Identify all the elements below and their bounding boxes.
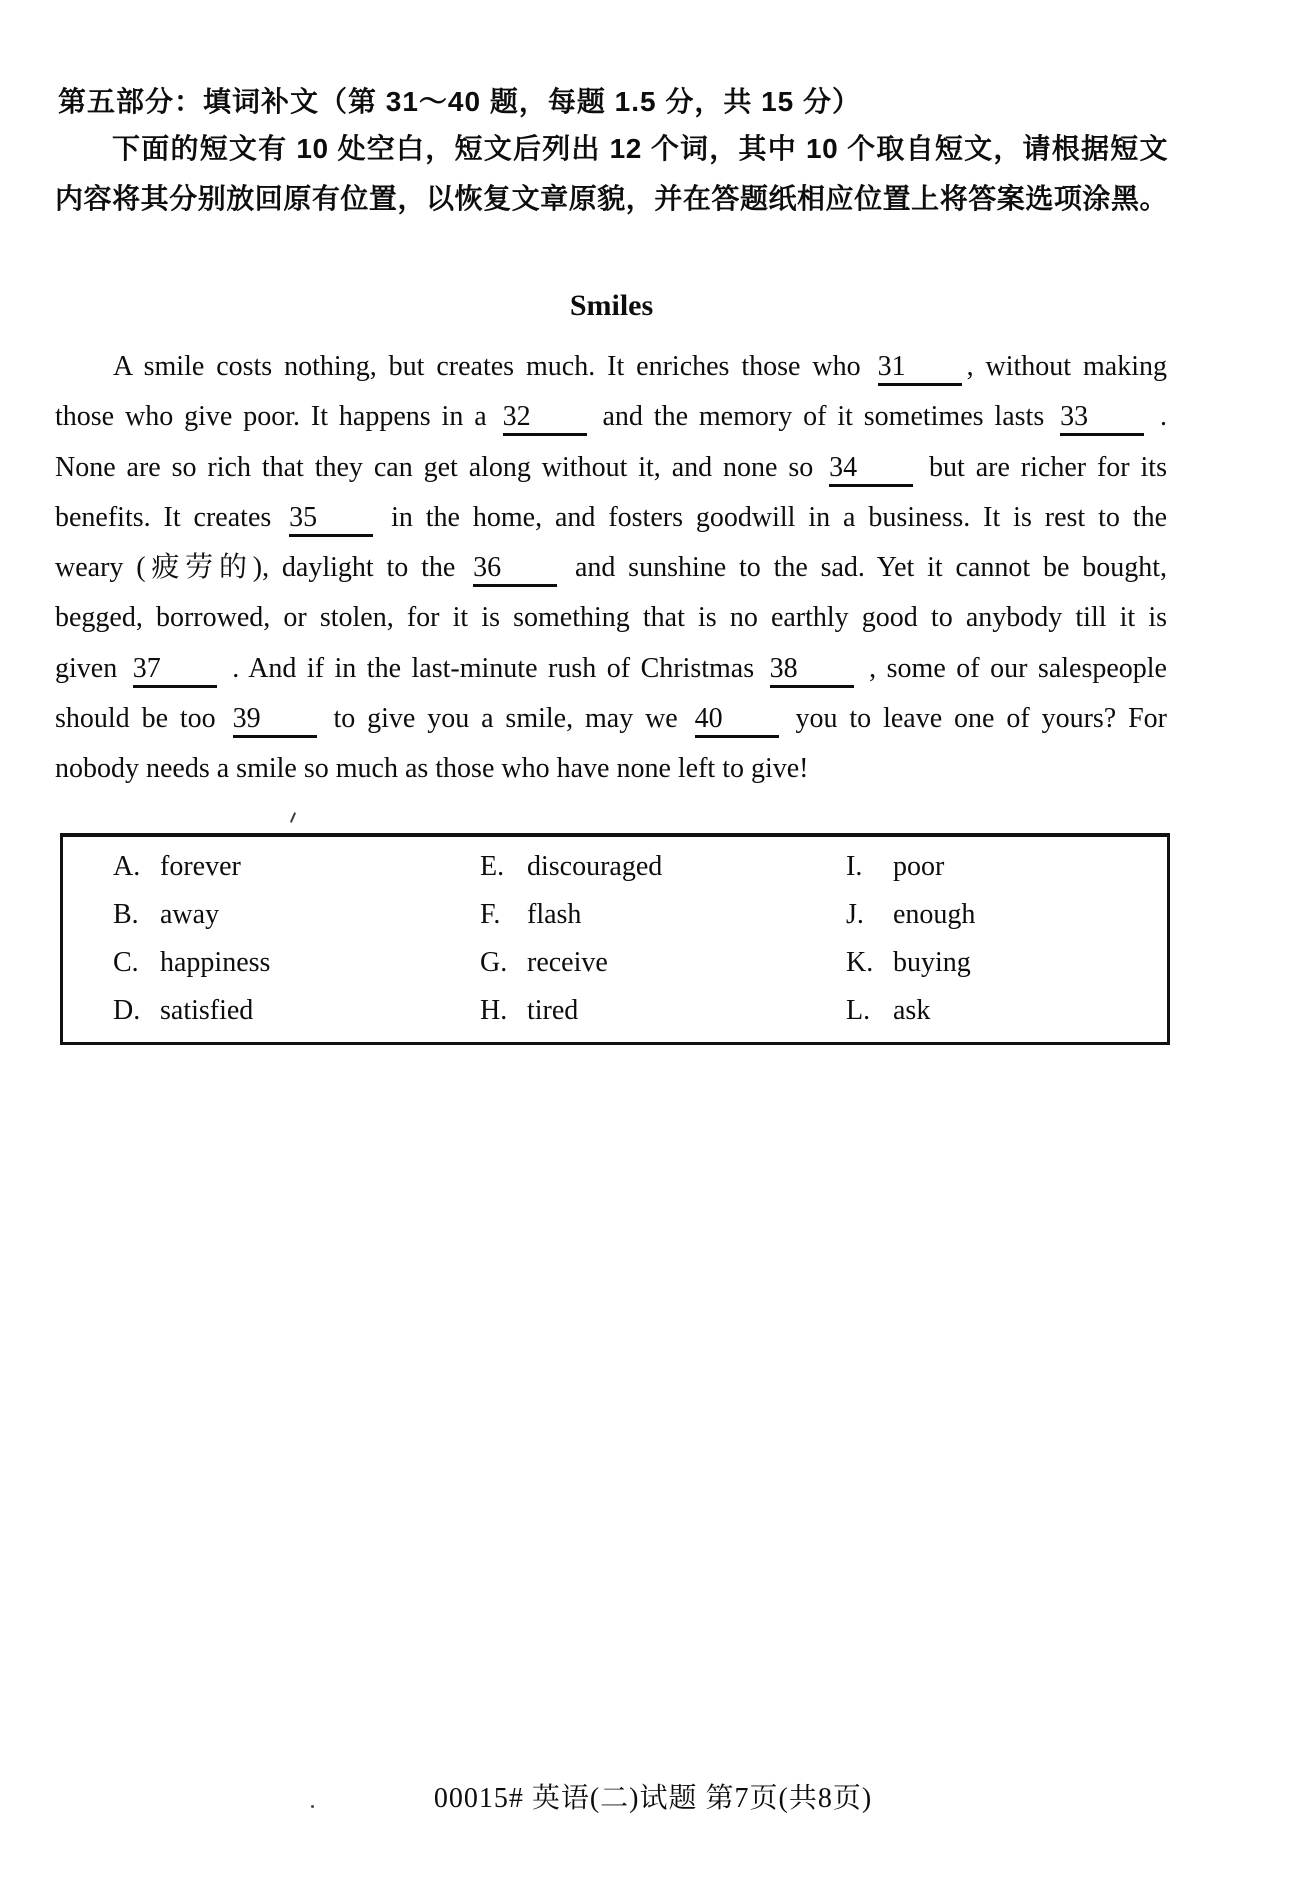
word-bank-column	[113, 843, 480, 1035]
passage-line: A smile costs nothing, but creates much. It enriches those who 31 , without making	[55, 342, 1167, 392]
passage-line: None are so rich that they can get along without it, and none so 34 but are richer for its	[55, 443, 1167, 493]
passage-title: Smiles	[569, 289, 654, 322]
option-word: buying	[893, 947, 971, 978]
blank-36: 36	[473, 552, 557, 587]
blank-37: 37	[133, 653, 217, 688]
option-word: happiness	[160, 947, 271, 978]
option-word: flash	[527, 899, 582, 930]
passage-line: should be too 39 to give you a smile, may we 40 you to leave one of yours? For	[55, 694, 1167, 744]
word-option-A	[113, 843, 480, 891]
option-word: tired	[527, 995, 579, 1026]
instruction-line: 内容将其分别放回原有位置，以恢复文章原貌，并在答题纸相应位置上将答案选项涂黑。	[55, 183, 1168, 214]
option-word: ask	[893, 995, 931, 1026]
word-bank-column	[480, 843, 846, 1035]
word-option-F	[480, 891, 846, 939]
word-option-J	[846, 891, 1167, 939]
option-letter: H.	[480, 995, 508, 1026]
word-option-D	[113, 987, 480, 1035]
passage-line: those who give poor. It happens in a 32 and the memory of it sometimes lasts 33 .	[55, 392, 1167, 442]
scan-artifact	[290, 812, 296, 823]
passage-line: given 37 . And if in the last-minute rush of Christmas 38 , some of our salespeople	[55, 644, 1167, 694]
option-word: enough	[893, 899, 976, 930]
passage	[55, 342, 1167, 795]
word-option-L	[846, 987, 1167, 1035]
word-option-K	[846, 939, 1167, 987]
option-word: poor	[893, 851, 945, 882]
option-word: receive	[527, 947, 608, 978]
option-letter: L.	[846, 995, 871, 1026]
blank-31: 31	[878, 351, 962, 386]
option-word: forever	[160, 851, 241, 882]
option-letter: B.	[113, 899, 139, 930]
passage-line: benefits. It creates 35 in the home, and fosters goodwill in a business. It is rest to the	[55, 493, 1167, 543]
blank-40: 40	[695, 703, 779, 738]
option-letter: K.	[846, 947, 874, 978]
option-letter: D.	[113, 995, 141, 1026]
option-letter: E.	[480, 851, 505, 882]
word-option-E	[480, 843, 846, 891]
section-heading: 第五部分：填词补文（第 31～40 题，每题 1.5 分，共 15 分）	[58, 86, 862, 117]
option-word: satisfied	[160, 995, 254, 1026]
blank-38: 38	[770, 653, 854, 688]
blank-33: 33	[1060, 401, 1144, 436]
word-bank-box	[60, 833, 1170, 1045]
option-letter: G.	[480, 947, 508, 978]
word-option-I	[846, 843, 1167, 891]
blank-39: 39	[233, 703, 317, 738]
option-letter: A.	[113, 851, 141, 882]
scan-dot	[311, 1805, 314, 1808]
blank-34: 34	[829, 452, 913, 487]
page-footer: 00015# 英语(二)试题 第7页(共8页)	[433, 1783, 873, 1814]
option-letter: C.	[113, 947, 139, 978]
option-word: discouraged	[527, 851, 663, 882]
option-letter: I.	[846, 851, 863, 882]
word-bank-column	[846, 843, 1167, 1035]
blank-32: 32	[503, 401, 587, 436]
option-letter: J.	[846, 899, 864, 930]
passage-line: begged, borrowed, or stolen, for it is something that is no earthly good to anybody till it is	[55, 602, 1167, 634]
instructions	[55, 124, 1168, 224]
instruction-line: 下面的短文有 10 处空白，短文后列出 12 个词，其中 10 个取自短文，请根据短文	[112, 133, 1168, 164]
blank-35: 35	[289, 502, 373, 537]
word-option-B	[113, 891, 480, 939]
option-letter: F.	[480, 899, 501, 930]
word-option-G	[480, 939, 846, 987]
passage-line: nobody needs a smile so much as those who have none left to give!	[55, 753, 809, 785]
word-option-C	[113, 939, 480, 987]
passage-line: weary (疲劳的), daylight to the 36 and sunshine to the sad. Yet it cannot be bought,	[55, 543, 1167, 593]
option-word: away	[160, 899, 220, 930]
word-bank-grid	[63, 837, 1167, 1035]
word-option-H	[480, 987, 846, 1035]
